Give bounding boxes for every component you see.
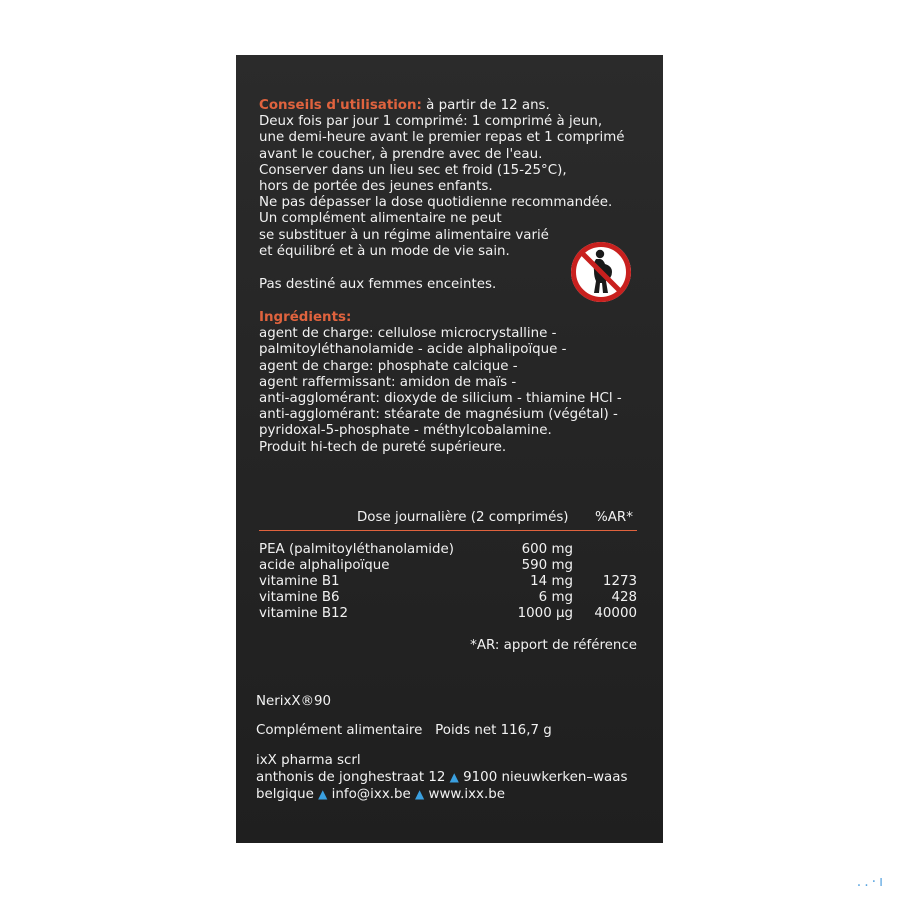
row-dose: 14 mg	[530, 574, 573, 589]
ingredients-section	[259, 310, 622, 456]
row-dose: 590 mg	[521, 558, 573, 573]
usage-line: Conserver dans un lieu sec et froid (15-25°C),	[259, 162, 567, 178]
company-address-street: anthonis de jonghestraat 12	[256, 770, 446, 785]
company-country: belgique	[256, 787, 314, 802]
company-block	[256, 752, 627, 803]
usage-line: avant le coucher, à prendre avec de l'eau.	[259, 146, 543, 162]
product-type-weight	[256, 723, 552, 738]
row-name: vitamine B6	[259, 590, 340, 605]
table-row	[259, 558, 637, 574]
usage-heading-tail: à partir de 12 ans.	[426, 98, 550, 113]
table-row	[259, 590, 637, 606]
table-divider	[259, 530, 637, 531]
table-header-dose: Dose journalière (2 comprimés)	[357, 510, 569, 525]
row-ar: 40000	[594, 606, 637, 621]
ingredient-line: anti-agglomérant: dioxyde de silicium - thiamine HCl -	[259, 391, 622, 407]
pregnancy-warning: Pas destiné aux femmes enceintes.	[259, 277, 497, 292]
row-dose: 1000 µg	[517, 606, 573, 621]
usage-line: hors de portée des jeunes enfants.	[259, 179, 493, 195]
usage-line: Deux fois par jour 1 comprimé: 1 comprimé à jeun,	[259, 114, 603, 130]
no-pregnant-woman-icon	[570, 241, 632, 303]
row-ar: 428	[611, 590, 637, 605]
ingredient-line: agent de charge: cellulose microcrystalline -	[259, 326, 557, 342]
company-name: ixX pharma scrl	[256, 753, 361, 768]
table-header-ar: %AR*	[595, 510, 633, 525]
blue-triangle-icon: ▲	[318, 787, 328, 801]
ingredient-line: agent de charge: phosphate calcique -	[259, 358, 518, 374]
product-name: NerixX®90	[256, 694, 332, 709]
usage-line: Un complément alimentaire ne peut	[259, 211, 502, 227]
row-name: PEA (palmitoyléthanolamide)	[259, 542, 454, 557]
ar-footnote: *AR: apport de référence	[470, 638, 637, 653]
table-row	[259, 606, 637, 622]
company-address-city: 9100 nieuwkerken–waas	[463, 770, 628, 785]
row-name: acide alphalipoïque	[259, 558, 390, 573]
corner-dots-icon: ..·ı	[856, 874, 886, 890]
ingredient-line: agent raffermissant: amidon de maïs -	[259, 374, 517, 390]
ingredient-line: Produit hi-tech de pureté supérieure.	[259, 439, 507, 455]
blue-triangle-icon: ▲	[449, 770, 459, 784]
company-email: info@ixx.be	[331, 787, 411, 802]
table-row	[259, 574, 637, 590]
usage-heading: Conseils d'utilisation:	[259, 98, 422, 113]
row-dose: 600 mg	[521, 542, 573, 557]
usage-line: se substituer à un régime alimentaire varié	[259, 227, 549, 243]
ingredients-heading: Ingrédients:	[259, 310, 352, 325]
product-type: Complément alimentaire	[256, 723, 423, 738]
ingredient-line: pyridoxal-5-phosphate - méthylcobalamine.	[259, 423, 552, 439]
row-name: vitamine B1	[259, 574, 340, 589]
row-dose: 6 mg	[538, 590, 573, 605]
usage-line: Ne pas dépasser la dose quotidienne recommandée.	[259, 195, 613, 211]
usage-line: et équilibré et à un mode de vie sain.	[259, 243, 510, 259]
ingredient-line: anti-agglomérant: stéarate de magnésium (végétal) -	[259, 407, 618, 423]
product-weight: Poids net 116,7 g	[435, 723, 552, 738]
usage-section	[259, 98, 625, 260]
usage-line: une demi-heure avant le premier repas et 1 comprimé	[259, 130, 625, 146]
ingredient-line: palmitoyléthanolamide - acide alphalipoïque -	[259, 342, 567, 358]
table-row	[259, 542, 637, 558]
company-website: www.ixx.be	[428, 787, 505, 802]
row-ar: 1273	[602, 574, 637, 589]
row-name: vitamine B12	[259, 606, 349, 621]
blue-triangle-icon: ▲	[415, 787, 425, 801]
